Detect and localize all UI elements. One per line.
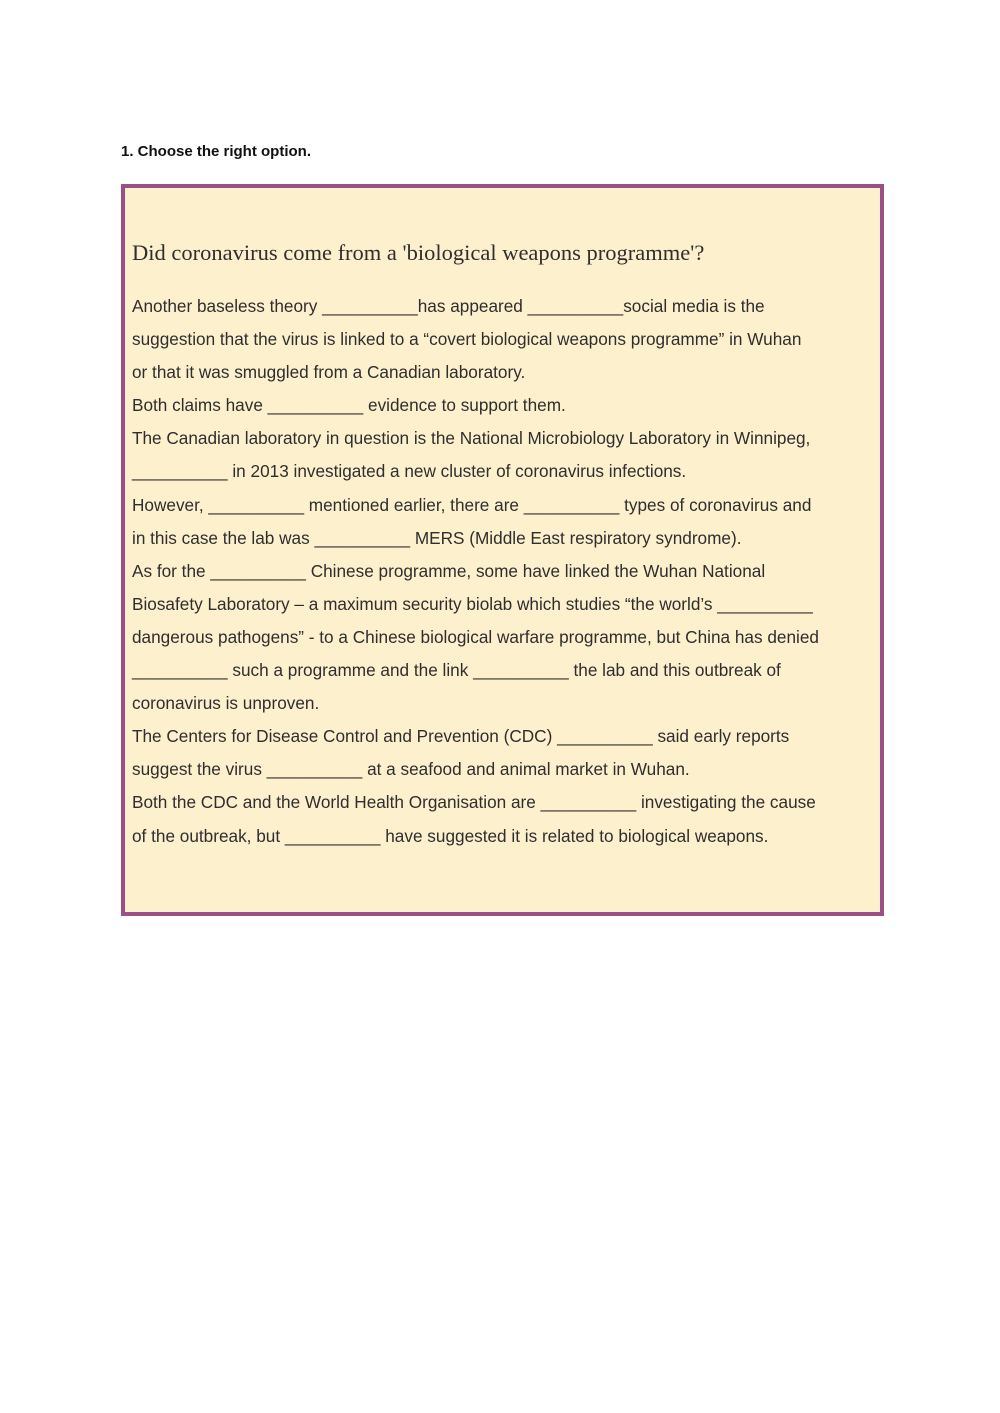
passage-line: Biosafety Laboratory – a maximum security biolab which studies “the world’s __________ [132,593,813,614]
passage-line: or that it was smuggled from a Canadian laboratory. [132,362,526,383]
passage-line: However, __________ mentioned earlier, there are __________ types of coronavirus and [132,494,812,515]
passage-line: The Canadian laboratory in question is the National Microbiology Laboratory in Winnipeg, [132,428,811,449]
passage-line: suggest the virus __________ at a seafood and animal market in Wuhan. [132,759,690,780]
passage-line: coronavirus is unproven. [132,693,320,714]
passage-title: Did coronavirus come from a 'biological weapons programme'? [132,240,705,265]
passage-line: Both the CDC and the World Health Organisation are __________ investigating the cause [132,792,816,813]
passage-line: The Centers for Disease Control and Prevention (CDC) __________ said early reports [132,726,790,747]
passage-line: __________ such a programme and the link __________ the lab and this outbreak of [132,660,781,681]
passage-line: Both claims have __________ evidence to support them. [132,395,566,416]
passage-line: __________ in 2013 investigated a new cluster of coronavirus infections. [132,461,687,482]
reading-passage-box [121,184,884,916]
passage-line: dangerous pathogens” - to a Chinese biological warfare programme, but China has denied [132,626,819,647]
passage-text [132,290,877,853]
passage-line: suggestion that the virus is linked to a “covert biological weapons programme” in Wuhan [132,329,802,350]
passage-line: Another baseless theory __________has appeared __________social media is the [132,296,765,316]
passage-line: in this case the lab was __________ MERS (Middle East respiratory syndrome). [132,527,742,548]
exercise-instruction: 1. Choose the right option. [121,143,311,160]
passage-line: As for the __________ Chinese programme, some have linked the Wuhan National [132,560,766,581]
passage-line: of the outbreak, but __________ have suggested it is related to biological weapons. [132,825,769,846]
